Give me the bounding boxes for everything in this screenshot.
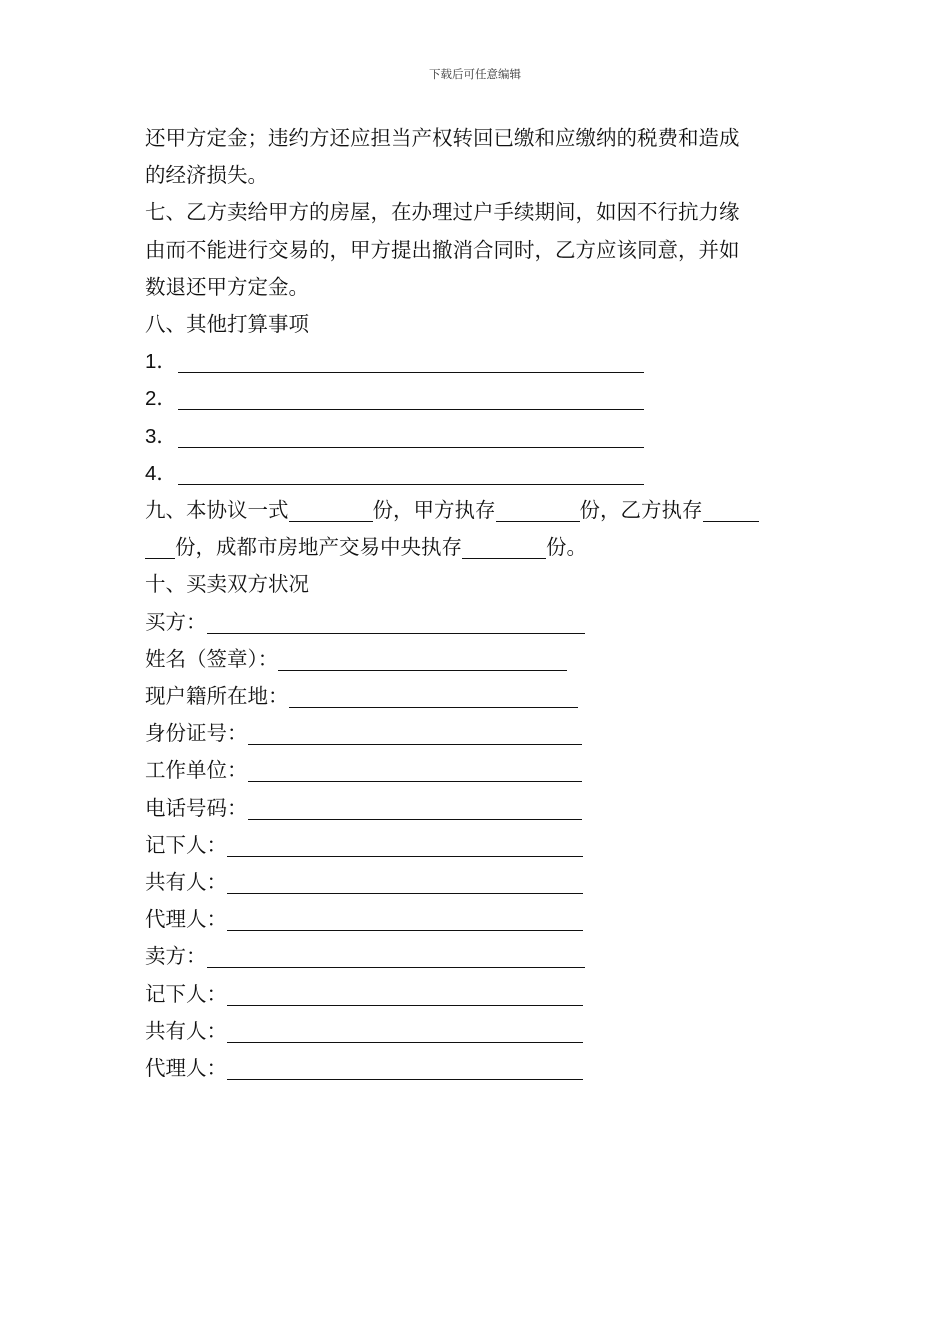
clause-9-text: 九、本协议一式 — [145, 498, 289, 523]
list-item — [145, 380, 815, 417]
field-label: 记下人： — [145, 981, 227, 1006]
recorder-blank[interactable] — [227, 832, 583, 857]
copies-center-blank[interactable] — [462, 534, 546, 559]
field-label: 工作单位： — [145, 758, 248, 783]
field-label: 代理人： — [145, 1056, 227, 1081]
clause-9-text: 份，乙方执存 — [579, 498, 703, 523]
field-agent — [145, 901, 815, 938]
work-unit-blank[interactable] — [248, 757, 582, 782]
field-recorder — [145, 976, 815, 1013]
field-label: 记下人： — [145, 832, 227, 857]
field-id — [145, 715, 815, 752]
list-item — [145, 343, 815, 380]
copies-total-blank[interactable] — [289, 497, 373, 522]
list-item — [145, 455, 815, 492]
copies-party-b-blank[interactable] — [703, 497, 759, 522]
copies-party-a-blank[interactable] — [496, 497, 580, 522]
page-header: 下载后可任意编辑 — [429, 67, 521, 81]
agent-blank[interactable] — [227, 1055, 583, 1080]
clause-9-text: 份。 — [546, 535, 587, 560]
field-coowner — [145, 864, 815, 901]
field-label: 买方： — [145, 609, 207, 634]
list-item — [145, 418, 815, 455]
paragraph-line: 的经济损失。 — [145, 163, 268, 188]
field-seller — [145, 938, 815, 975]
field-coowner — [145, 1013, 815, 1050]
clause-9-line — [145, 492, 815, 529]
field-label: 电话号码： — [145, 795, 248, 820]
field-label: 卖方： — [145, 944, 207, 969]
field-label: 现户籍所在地： — [145, 684, 289, 709]
clause-9-text: 份，成都市房地产交易中央执存 — [175, 535, 462, 560]
fill-blank[interactable] — [178, 348, 644, 373]
item-number: 2． — [145, 387, 177, 411]
field-label: 共有人： — [145, 1018, 227, 1043]
agent-blank[interactable] — [227, 906, 583, 931]
item-number: 1． — [145, 350, 177, 374]
seller-blank[interactable] — [207, 943, 585, 968]
clause-10-title: 十、买卖双方状况 — [145, 572, 309, 597]
phone-blank[interactable] — [248, 795, 582, 820]
fill-blank[interactable] — [178, 460, 644, 485]
field-agent — [145, 1050, 815, 1087]
field-name — [145, 641, 815, 678]
field-phone — [145, 790, 815, 827]
item-number: 4． — [145, 461, 177, 485]
clause-7-line: 数退还甲方定金。 — [145, 274, 309, 299]
field-label: 代理人： — [145, 907, 227, 932]
field-buyer — [145, 604, 815, 641]
id-number-blank[interactable] — [248, 720, 582, 745]
clause-7-line: 由而不能进行交易的，甲方提出撤消合同时，乙方应该同意，并如 — [145, 237, 740, 262]
paragraph-line: 还甲方定金；违约方还应担当产权转回已缴和应缴纳的税费和造成 — [145, 126, 740, 150]
fill-blank[interactable] — [178, 385, 644, 410]
coowner-blank[interactable] — [227, 869, 583, 894]
contract-body — [145, 120, 815, 1087]
field-label: 姓名（签章）： — [145, 646, 279, 671]
field-recorder — [145, 827, 815, 864]
clause-8-title: 八、其他打算事项 — [145, 312, 309, 337]
clause-7-line: 七、乙方卖给甲方的房屋，在办理过户手续期间，如因不行抗力缘 — [145, 200, 740, 225]
fill-blank[interactable] — [178, 423, 644, 448]
coowner-blank[interactable] — [227, 1018, 583, 1043]
item-number: 3． — [145, 424, 177, 448]
field-label: 共有人： — [145, 870, 227, 895]
field-label: 身份证号： — [145, 721, 248, 746]
recorder-blank[interactable] — [227, 981, 583, 1006]
buyer-blank[interactable] — [207, 609, 585, 634]
hukou-blank[interactable] — [289, 683, 578, 708]
clause-9-line — [145, 529, 815, 566]
field-hukou — [145, 678, 815, 715]
clause-9-text: 份，甲方执存 — [372, 498, 496, 523]
field-work — [145, 752, 815, 789]
name-signature-blank[interactable] — [278, 646, 567, 671]
copies-party-b-blank-cont[interactable] — [145, 534, 175, 559]
